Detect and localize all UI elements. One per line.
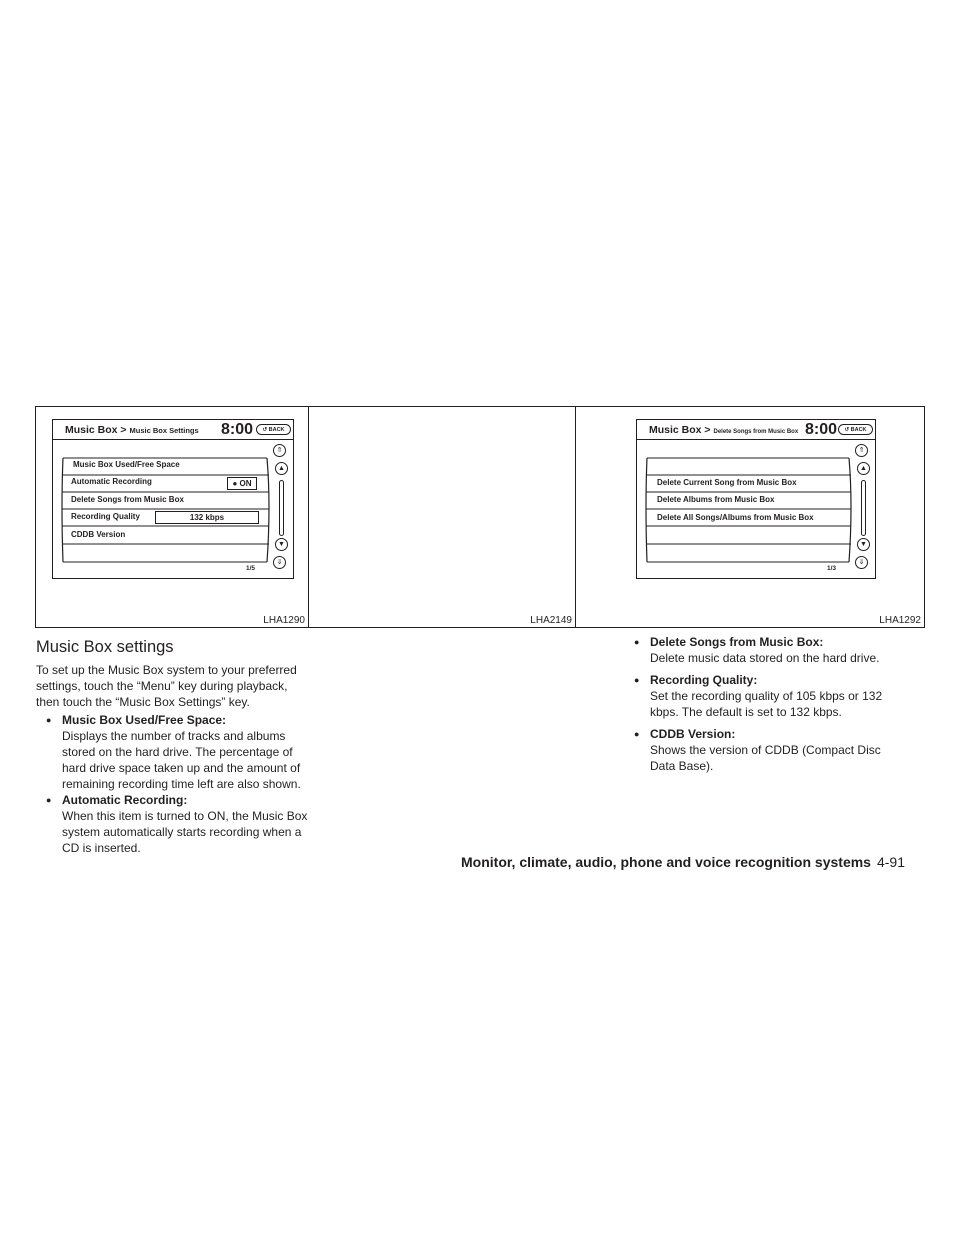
menu-item-automatic-recording[interactable]: Automatic Recording bbox=[71, 477, 152, 486]
bullet-body: Delete music data stored on the hard drive. bbox=[650, 651, 880, 665]
bullet-dot: ● bbox=[46, 795, 52, 805]
bullet-dot: ● bbox=[634, 637, 640, 647]
menu-item-delete-albums[interactable]: Delete Albums from Music Box bbox=[657, 495, 775, 504]
breadcrumb-root[interactable]: Music Box > bbox=[649, 424, 711, 436]
page-footer bbox=[461, 854, 905, 870]
page-up-icon[interactable]: ⇑ bbox=[273, 444, 286, 457]
breadcrumb-root[interactable]: Music Box > bbox=[65, 424, 127, 436]
scrollbar[interactable] bbox=[279, 480, 284, 536]
page-number: 4-91 bbox=[876, 854, 905, 870]
figure-label: LHA1290 bbox=[263, 615, 305, 626]
scroll-up-icon[interactable]: ▲ bbox=[857, 462, 870, 475]
screen-delete-songs bbox=[636, 419, 876, 579]
menu-item-cddb-version[interactable]: CDDB Version bbox=[71, 530, 126, 539]
back-button[interactable]: ↺ BACK bbox=[838, 424, 873, 435]
scroll-down-icon[interactable]: ▼ bbox=[275, 538, 288, 551]
bullet-body: Set the recording quality of 105 kbps or 132 kbps. The default is set to 132 kbps. bbox=[650, 689, 883, 719]
bullet-body: Shows the version of CDDB (Compact Disc Data Base). bbox=[650, 743, 881, 773]
bullet-dot: ● bbox=[634, 675, 640, 685]
scrollbar[interactable] bbox=[861, 480, 866, 536]
menu-outline bbox=[646, 458, 851, 562]
bullet-dot: ● bbox=[46, 715, 52, 725]
auto-recording-toggle[interactable]: ● ON bbox=[227, 477, 257, 490]
figure-label: LHA1292 bbox=[879, 615, 921, 626]
menu-item-delete-current-song[interactable]: Delete Current Song from Music Box bbox=[657, 478, 797, 487]
scroll-down-icon[interactable]: ▼ bbox=[857, 538, 870, 551]
breadcrumb-current: Delete Songs from Music Box bbox=[713, 429, 799, 435]
clock: 8:00 bbox=[221, 421, 254, 438]
page-indicator: 1/5 bbox=[246, 565, 256, 572]
bullet-body: When this item is turned to ON, the Music Box system automatically starts recording when a CD is inserted. bbox=[62, 809, 308, 855]
recording-quality-value[interactable]: 132 kbps bbox=[155, 511, 259, 524]
scroll-up-icon[interactable]: ▲ bbox=[275, 462, 288, 475]
page-down-icon[interactable]: ⇓ bbox=[273, 556, 286, 569]
chapter-title: Monitor, climate, audio, phone and voice recognition systems bbox=[461, 854, 871, 870]
screen-music-box-settings bbox=[52, 419, 294, 579]
figure-lha2149 bbox=[308, 406, 576, 628]
menu-outline bbox=[62, 458, 269, 562]
bullet-head: Delete Songs from Music Box: bbox=[650, 635, 824, 649]
menu-item-recording-quality[interactable]: Recording Quality bbox=[71, 512, 140, 521]
bullet-head: Music Box Used/Free Space: bbox=[62, 713, 227, 727]
bullet-body: Displays the number of tracks and albums stored on the hard drive. The percentage of hard drive space taken up and the amount of remaining recording time left are also shown. bbox=[62, 729, 301, 791]
clock: 8:00 bbox=[805, 421, 838, 438]
page-indicator: 1/3 bbox=[827, 565, 837, 572]
section-title: Music Box settings bbox=[36, 638, 174, 656]
menu-item-used-free-space[interactable]: Music Box Used/Free Space bbox=[73, 460, 180, 469]
bullet-head: Recording Quality: bbox=[650, 673, 758, 687]
menu-item-delete-all[interactable]: Delete All Songs/Albums from Music Box bbox=[657, 513, 814, 522]
back-button[interactable]: ↺ BACK bbox=[256, 424, 291, 435]
bullet-head: CDDB Version: bbox=[650, 727, 736, 741]
figure-lha1292 bbox=[575, 406, 925, 628]
bullet-dot: ● bbox=[634, 729, 640, 739]
breadcrumb-current: Music Box Settings bbox=[129, 426, 199, 435]
menu-item-delete-songs[interactable]: Delete Songs from Music Box bbox=[71, 495, 184, 504]
intro-paragraph: To set up the Music Box system to your preferred settings, touch the “Menu” key during playback, then touch the “Music Box Settings” key. bbox=[36, 663, 297, 709]
page-up-icon[interactable]: ⇑ bbox=[855, 444, 868, 457]
bullet-head: Automatic Recording: bbox=[62, 793, 188, 807]
figure-label: LHA2149 bbox=[530, 615, 572, 626]
figure-lha1290 bbox=[35, 406, 309, 628]
page-down-icon[interactable]: ⇓ bbox=[855, 556, 868, 569]
